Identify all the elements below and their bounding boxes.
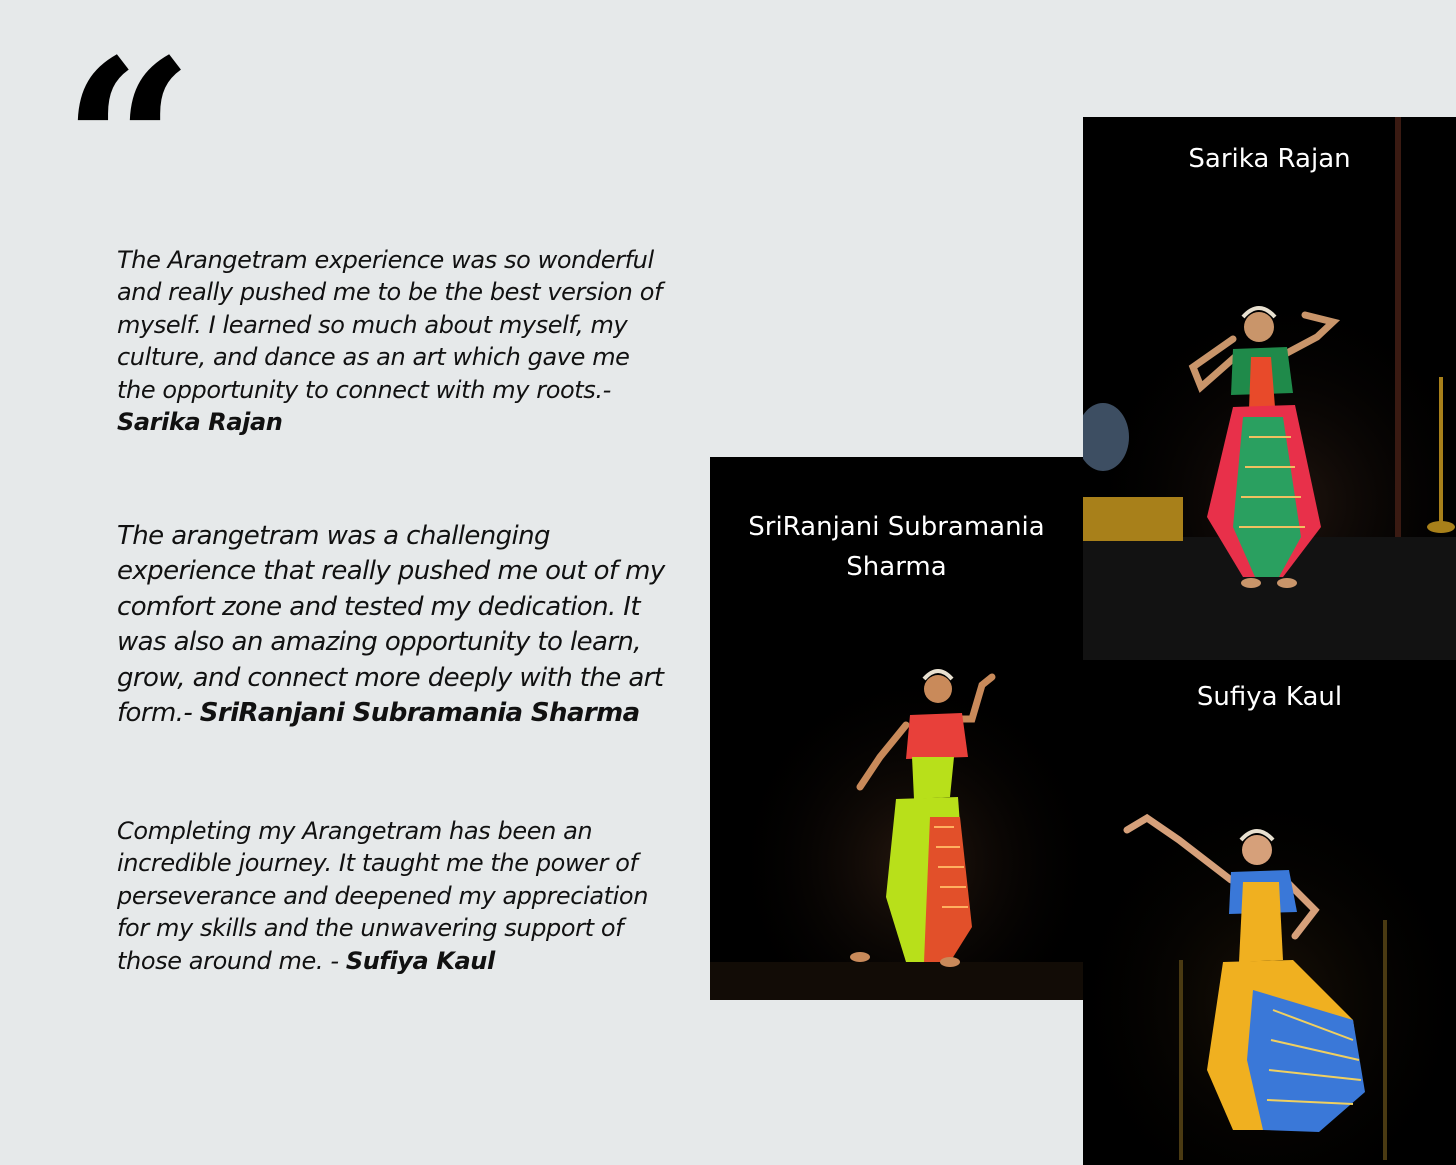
testimonial-sufiya <box>117 815 672 977</box>
photo-caption: Sufiya Kaul <box>1196 682 1343 712</box>
testimonial-author: Sarika Rajan <box>117 408 283 437</box>
testimonial-text: The Arangetram experience was so wonderful and really pushed me to be the best version of myself. I learned so much about myself, my culture, and dance as an art which gave me the opportunity to connect with my roots.- <box>117 246 663 404</box>
testimonial-sriranjani <box>117 519 672 731</box>
photo-caption: Sarika Rajan <box>1188 144 1351 174</box>
quote-mark-icon: “ <box>62 10 177 280</box>
caption-line: SriRanjani Subramania <box>748 512 1045 542</box>
photo-caption <box>710 507 1083 587</box>
dancer-sarika-illustration <box>1083 117 1456 660</box>
testimonial-text: The arangetram was a challenging experience that really pushed me out of my comfort zone and tested my dedication. It was also an amazing opportunity to learn, grow, and connect more deeply with the art form.- <box>117 521 665 729</box>
photo-sarika <box>1083 117 1456 660</box>
testimonial-author: SriRanjani Subramania Sharma <box>199 698 640 729</box>
testimonial-sarika <box>117 244 672 438</box>
photo-sriranjani <box>710 457 1083 1000</box>
testimonial-text: Completing my Arangetram has been an incredible journey. It taught me the power of perseverance and deepened my appreciation for my skills and the unwavering support of those around me. - <box>117 817 649 975</box>
caption-line: Sharma <box>846 552 947 582</box>
testimonial-author: Sufiya Kaul <box>345 946 495 975</box>
dancer-sufiya-illustration <box>1083 660 1456 1165</box>
photo-sufiya <box>1083 660 1456 1165</box>
